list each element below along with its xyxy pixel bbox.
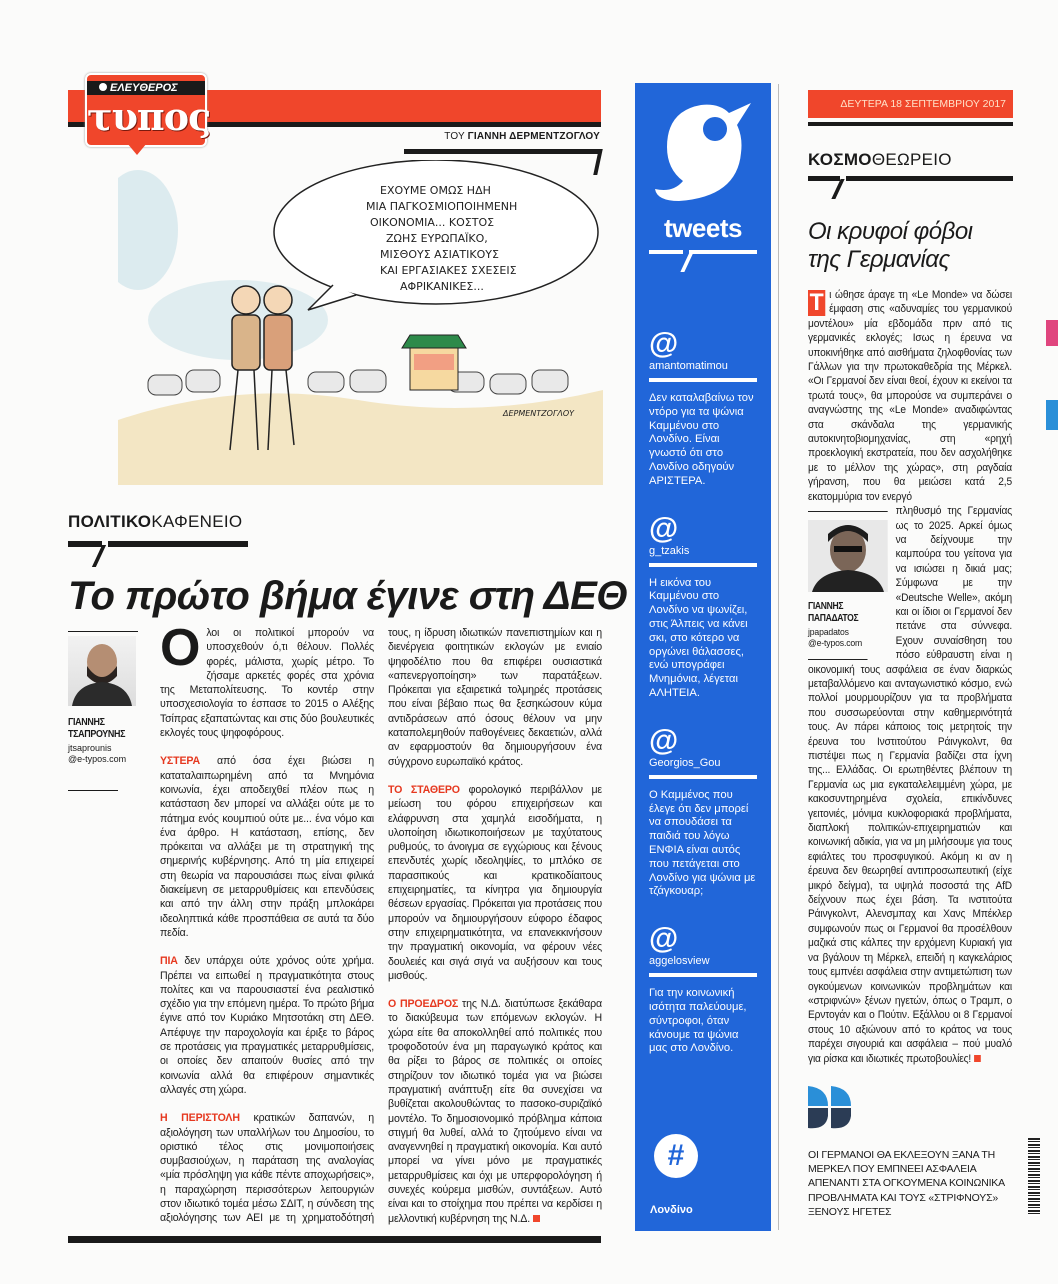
bubble-line: ΟΙΚΟΝΟΜΙΑ... ΚΟΣΤΟΣ [370, 216, 495, 229]
byline-rule [404, 149, 600, 154]
tweet-text: Δεν καταλαβαίνω τον ντόρο για τα ψώνια Καμμένου στο Λονδίνο. Είναι γνωστό ότι στο Λονδίνο οδηγούν ΑΡΙΣΤΕΡΑ. [649, 392, 754, 487]
drop-cap: Ο [160, 619, 201, 677]
logo-dot-icon [99, 83, 107, 91]
paragraph-text: λοι οι πολιτικοί μπορούν να υποσχεθούν ό,τι θέλουν. Πολλές φορές, μάλιστα, χωρίς μέτρο. Το ζήσαμε αρκετές φορές στα χρόνια της Μεταπολίτευσης. Το κοντέρ στην υποσχεσιολογία το έσπασε το 2015 ο Αλέξης Τσίπρας εξαπατώντας και στις δύο βουλευτικές εκλογές τους ψηφοφόρους. [160, 627, 374, 740]
author-rule [68, 790, 118, 791]
author-info [68, 716, 143, 765]
author-email-domain[interactable]: @e-typos.com [808, 638, 863, 649]
cartoon-ground [118, 390, 603, 485]
section-rule [68, 541, 102, 547]
section-title-light: ΘΕΩΡΕΙΟ [871, 150, 952, 169]
tweets-rule [649, 244, 757, 274]
bubble-line: ΜΙΣΘΟΥΣ ΑΣΙΑΤΙΚΟΥΣ [380, 248, 499, 261]
article-paragraph [808, 288, 1012, 504]
paragraph-lead: Ο ΠΡΟΕΔΡΟΣ [388, 998, 459, 1011]
paragraph-text: δεν υπάρχει ούτε χρόνος ούτε χρήμα. Πρέπει να ειπωθεί η πραγματικότητα στους πολίτες και να παρουσιαστεί ένα ρεαλιστικό σχέδιο για την επόμενη ημέρα. Το πρώτο βήμα έγινε από τον Κυριάκο Μητσοτάκη στη ΔΕΘ. Απέφυγε την παροχολογία και έριξε το βάρος σε προτάσεις για πραγματικές μεταρρυθμίσεις, οι οποίες δεν απαιτούν θυσίες από την κοινωνία αλλά θα επιφέρουν σημαντικές αλλαγές στη χώρα. [160, 955, 374, 1096]
bird-logo-icon [649, 93, 757, 213]
article-paragraph [388, 783, 602, 983]
right-border-line [778, 84, 779, 1230]
paragraph-lead: ΠΙΑ [160, 955, 178, 968]
author-first-name: ΓΙΑΝΝΗΣ [68, 716, 105, 728]
article-paragraph [160, 754, 374, 940]
hashtag-icon: # [654, 1134, 698, 1178]
article-paragraph [388, 997, 602, 1226]
paragraph-lead: ΥΣΤΕΡΑ [160, 755, 200, 768]
tweet-item [649, 511, 757, 701]
at-sign-icon: @ [649, 511, 679, 545]
cartoon-parked-cars [148, 370, 568, 395]
byline-prefix: ΤΟΥ [444, 131, 465, 142]
paragraph-text: ι ώθησε άραγε τη «Le Monde» να δώσει έμφαση στις «αδυναμίες του γερμανικού μοντέλου» μία εβδομάδα πριν από τις γερμανικές εκλογές; Ισως η έρευνα να υποκινήθηκε από αισθήματα ζηλοφθονίας των Γάλλων για την πρωτοκαθεδρία της Μέρκελ. «Οι Γερμανοί δεν είναι θεοί, έχουν κι εκείνοι τα τρωτά τους», θα μπορούσε να συμπεράνει ο αναγνώστης της «Le Monde» αναδιφώντας στα σκάνδαλα της γερμανικής αυτοκινητοβιομηχανίας, στη «ρηχή προεκλογική εκστρατεία, που δεν ασχολήθηκε με το μέλλον της χώρας», στη ραγδαία γήρανση, που θα μειώσει κατά 2,5 εκατομμύρια τον ενεργό [808, 289, 1012, 503]
drop-cap: Τ [809, 289, 824, 316]
headline-line: Οι κρυφοί φόβοι [808, 218, 973, 245]
tweet-item [649, 327, 757, 489]
author-last-name: ΤΣΑΠΡΟΥΝΗΣ [68, 728, 126, 740]
barcode [1028, 1138, 1040, 1216]
bubble-line: ΜΙΑ ΠΑΓΚΟΣΜΙΟΠΟΙΗΜΕΝΗ [366, 200, 518, 213]
quote-marks-icon [808, 1086, 852, 1130]
section-rule [808, 176, 840, 181]
byline-name: ΓΙΑΝΝΗ ΔΕΡΜΕΝΤΖΟΓΛΟΥ [467, 131, 600, 142]
logo-speech-tail [127, 143, 147, 155]
author-rule [68, 631, 138, 632]
tweet-item [649, 723, 757, 899]
tweet-handle[interactable]: aggelosview [649, 955, 710, 968]
end-mark-icon [533, 1215, 540, 1222]
section-rule [108, 541, 248, 547]
article-paragraph [160, 954, 374, 1097]
paragraph-lead: ΤΟ ΣΤΑΘΕΡΟ [388, 783, 460, 796]
author-email-domain[interactable]: @e-typos.com [68, 754, 127, 764]
logo-small-text: ΕΛΕΥΘΕΡΟΣ [110, 82, 178, 94]
author-email-user: jpapadatos [808, 627, 849, 638]
cartoon-kiosk [402, 335, 466, 390]
section-title-bold: ΚΟΣΜΟ [808, 150, 872, 169]
author-first-name: ΓΙΑΝΝΗΣ [808, 600, 844, 613]
paragraph-text: της Ν.Δ. διατύπωσε ξεκάθαρα το διακύβευμα των επόμενων εκλογών. Η χώρα είτε θα αποκολληθεί από πολιτικές που τροφοδοτούν ένα μη παραγωγικό κράτος και θα ρίξει το βάρος σε πολιτικές οι οποίες στηρίζουν τον ιδιωτικό τομέα για να βιώσει πραγματική ανάπτυξη είτε θα συνεχίσει να βυθίζεται ακολουθώντας το πασοκο-συριζαϊκό μοντέλο. Το δημοσιονομικό πρόβλημα κάποια στιγμή θα λυθεί, αλλά το ζητούμενο είναι να αναγεννηθεί η πραγματική οικονομία. Και αυτό μπορεί να γίνει μόνο με πραγματικές μεταρρυθμίσεις και όχι με υπερφορολόγηση ή συνεχές κούρεμα μισθών, συντάξεων. Αυτό είναι και το στοίχημα που πρέπει να κερδίσει η μελλοντική κυβέρνηση της Ν.Δ. [388, 998, 603, 1225]
tweet-text: Ο Καμμένος που έλεγε ότι δεν μπορεί να σπουδάσει τα παιδιά του λόγω ΕΝΦΙΑ είναι αυτός που πετάγεται στο Λονδίνο για ψώνια με τζάγκουαρ; [649, 788, 756, 898]
bubble-line: ΕΧΟΥΜΕ ΟΜΩΣ ΗΔΗ [380, 184, 491, 197]
edge-color-tab [1046, 320, 1058, 346]
footer-rule [68, 1236, 601, 1243]
bubble-line: ΑΦΡΙΚΑΝΙΚΕΣ... [400, 280, 484, 293]
section-title-light: ΚΑΦΕΝΕΙΟ [151, 512, 243, 531]
right-section-title [808, 150, 952, 170]
pull-quote: ΟΙ ΓΕΡΜΑΝΟΙ ΘΑ ΕΚΛΕΞΟΥΝ ΞΑΝΑ ΤΗ ΜΕΡΚΕΛ ΠΟΥ ΕΜΠΝΕΕΙ ΑΣΦΑΛΕΙΑ ΑΠΕΝΑΝΤΙ ΣΤΑ ΟΓΚΟΥΜΕΝΑ ΚΟΙΝΩΝΙΚΑ ΠΡΟΒΛΗΜΑΤΑ ΚΑΙ ΤΟΥΣ «ΣΤΡΙΦΝΟΥΣ» ΞΕΝΟΥΣ ΗΓΕΤΕΣ [808, 1149, 1005, 1218]
hashtag-label[interactable]: Λονδίνο [650, 1204, 693, 1216]
author-email-user: jtsaprounis [68, 743, 112, 753]
tweet-divider [649, 563, 757, 567]
tweets-column [635, 83, 771, 1231]
author-last-name: ΠΑΠΑΔΑΤΟΣ [808, 612, 859, 625]
right-headline [808, 218, 973, 274]
tweet-item [649, 922, 757, 1056]
section-rule [846, 176, 1013, 181]
paragraph-text: κρατικών δαπανών, η αξιολόγηση των υπαλλήλων του Δημοσίου, το οριστικό τέλος στις μονιμοποιήσεις συμβασιούχων, η παράταση της αναλογίας «μία πρόσληψη για κάθε πέντε αποχωρήσεις», η παραχώρηση περισσότερων λειτουργιών στον ιδιωτικό τομέα μέσω ΣΔΙΤ, η σύνδεση της αξιολόγησης των ΑΕΙ με τη χρηματοδότησή τους, η ίδρυση ιδιωτικών πανεπιστημίων και η διενέργεια φοιτητικών εκλογών με ενιαίο ψηφοδέλτιο που θα επιφέρει ουσιαστικά «απενεργοποίηση» των παρατάξεων. Πρόκειται για εξαιρετικά τολμηρές προτάσεις που είναι βέβαιο πως θα ξεσηκώσουν κύμα αντιδράσεων από όσους θέλουν να μην καταπολεμηθούν παθογένειες δεκαετιών, αλλά αν εφαρμοστούν θα δημιουργήσουν ένα σύγχρονο ευρωπαϊκό κράτος. [160, 627, 602, 1225]
at-sign-icon: @ [649, 327, 679, 360]
paragraph-text: από όσα έχει βιώσει η καταταλαιπωρημένη από τα Μνημόνια κοινωνία, έχει αποδειχθεί πλέον πως η κατάσταση δεν μπορεί να αλλάξει ούτε με το πάτημα ενός κουμπιού ούτε με... ένα νόμο και ένα άρθρο. Η κατάσταση, επίσης, δεν πρόκειται να αλλάξει με τη στρατηγική της σημερινής κυβέρνησης. Από τη μία επιχειρεί στη θεωρία να παρουσιάσει πως είναι φιλικά διακείμενη σε μεταρρυθμίσεις και επενδύσεις και από την άλλη στην πράξη μπλοκάρει ιδεοληπτικά κάθε προσπάθεια σε αυτά τα δύο πεδία. [160, 755, 374, 939]
cartoon-sky [118, 170, 178, 290]
paragraph-lead: Η ΠΕΡΙΣΤΟΛΗ [160, 1112, 240, 1125]
end-mark-icon [974, 1055, 981, 1062]
author-rule [808, 511, 888, 512]
bubble-line: ΖΩΗΣ ΕΥΡΩΠΑΪΚΟ, [386, 232, 488, 245]
editorial-cartoon [118, 160, 603, 485]
author-photo [808, 520, 888, 592]
at-sign-icon: @ [649, 922, 679, 956]
section-title [68, 512, 242, 532]
section-rule-hook [92, 545, 106, 567]
logo-big-text: τυπος [87, 94, 211, 139]
tweet-text: Η εικόνα του Καμμένου στο Λονδίνο να ψωνίζει, στις Άλπεις να κάνει σκι, στο κότερο να οργώνει θάλασσες, ενώ υπογράφει Μνημόνια, λέγεται ΑΛΗΤΕΙΑ. [649, 576, 748, 699]
cartoonist-signature: ΔΕΡΜΕΝΤΖΟΓΛΟΥ [503, 409, 575, 418]
at-sign-icon: @ [649, 723, 679, 757]
cartoonist-byline [444, 131, 600, 142]
headline-line: της Γερμανίας [808, 246, 950, 273]
date-bar-underline [808, 122, 1013, 126]
author-rule [808, 659, 868, 660]
tweet-handle[interactable]: amantomatimou [649, 360, 728, 372]
author-photo [68, 636, 136, 706]
newspaper-logo [85, 73, 211, 147]
section-title-bold: ΠΟΛΙΤΙΚΟ [68, 512, 152, 531]
right-article-body [808, 288, 1012, 1066]
tweet-handle[interactable]: Georgios_Gou [649, 756, 721, 769]
tweet-divider [649, 378, 757, 382]
tweet-divider [649, 973, 757, 977]
article-paragraph [160, 619, 374, 740]
tweet-divider [649, 775, 757, 779]
tweet-handle[interactable]: g_tzakis [649, 544, 690, 557]
author-box [808, 504, 888, 660]
tweets-title: tweets [664, 213, 742, 243]
tweet-text: Για την κοινωνική ισότητα παλεύουμε, σύντροφοι, όταν κάνουμε τα ψώνια μας στο Λονδίνο. [649, 987, 747, 1055]
article-headline: Το πρώτο βήμα έγινε στη ΔΕΘ [68, 574, 627, 618]
paragraph-text: φορολογικό περιβάλλον με μείωση του φόρου επιχειρήσεων και ελάφρυνση στα χαμηλά εισοδήματα, η υλοποίηση ιδιωτικοποιήσεων με ταχύτατους ρυθμούς, το άνοιγμα σε εγχώριους και ξένους επενδυτές χωρίς ιδεοληψίες, το μπλόκο σε παρασιτικούς και κρατικοδίαιτους επιχειρηματίες, τα κίνητρα για δημιουργία θέσεων εργασίας. Πρόκειται για προτάσεις που μπορούν να δημιουργήσουν εύφορο έδαφος στην επιχειρηματικότητα, να επανεκκινήσουν την πραγματική οικονομία, να φέρουν νέες δουλειές και σιγά σιγά να αυξήσουν και τους μισθούς. [388, 783, 603, 982]
article-paragraph [808, 504, 1012, 1066]
issue-date: ΔΕΥΤΕΡΑ 18 ΣΕΠΤΕΜΒΡΙΟΥ 2017 [840, 98, 1006, 110]
article-body [160, 619, 603, 1226]
edge-color-tab [1046, 400, 1058, 430]
section-rule-hook [831, 179, 844, 199]
paragraph-text: πληθυσμό της Γερμανίας ως το 2025. Αρκεί όμως να δείχνουμε την καμπούρα του γείτονα για να ισιώσει η δικιά μας; Σύμφωνα με την «Deutsche Welle», ακόμη και οι ίδιοι οι Γερμανοί δεν πετάνε στα σύννεφα. Εχουν συναίσθηση του πόσο εύθραυστη είναι η οικονομική τους ασφάλεια σε έναν διαρκώς μεταβαλλόμενο και ανταγωνιστικό κόσμο, ενώ πολλοί μουρμουρίζουν για τα προβλήματα που συσσωρεύονται στην καθημερινότητά τους. Αν πάρει κάποιος τοις μετρητοίς την έρευνα του Ινστιτούτου Ράινγκολντ, θα πιστέψει πως η Γερμανία βαδίζει στα ίχνη της... Ελλάδας. Οι ερωτηθέντες βλέπουν τη Γερμανία ως μια εγκαταλελειμμένη χώρα, με κακοσυντηρημένα σχολεία, επικίνδυνες γειτονιές, μόνιμα κυκλοφοριακά προβλήματα, διαπλοκή πολιτικών-επιχειρηματιών και κοινωνική αδικία, για να μη μιλήσουμε για τους εφιάλτες του προσφυγικού. Ακόμη κι αν η έρευνα δεν θεωρηθεί αντιπροσωπευτική (είχε μικρό δείγμα), τα υψηλά ποσοστά της AfD δείχνουν πως έχει βάση. Τα ινστιτούτα Ράινγκολντ, Αλενσμπαχ και Χανς Μπέκλερ συμφωνούν πως οι Γερμανοί θα προσέλθουν μαζικά στις κάλπες την ερχόμενη Κυριακή για να βγάλουν τη Μέρκελ, επειδή η καγκελάριος τους εμπνέει ασφάλεια στην αντιμετώπιση των ογκούμενων κοινωνικών προβλημάτων και «στριφνών» ξένων ηγετών, όπως ο Τραμπ, ο Ερντογάν και ο Πούτιν. Εξάλλου οι 8 Γερμανοί στους 10 αξιώνουν από το κράτος να τους παρέχει σιγουριά και ασφάλεια – πού μυαλό για ρίσκα και ιδιωτικές πρωτοβουλίες! [808, 505, 1012, 1065]
bubble-line: ΚΑΙ ΕΡΓΑΣΙΑΚΕΣ ΣΧΕΣΕΙΣ [380, 264, 517, 277]
